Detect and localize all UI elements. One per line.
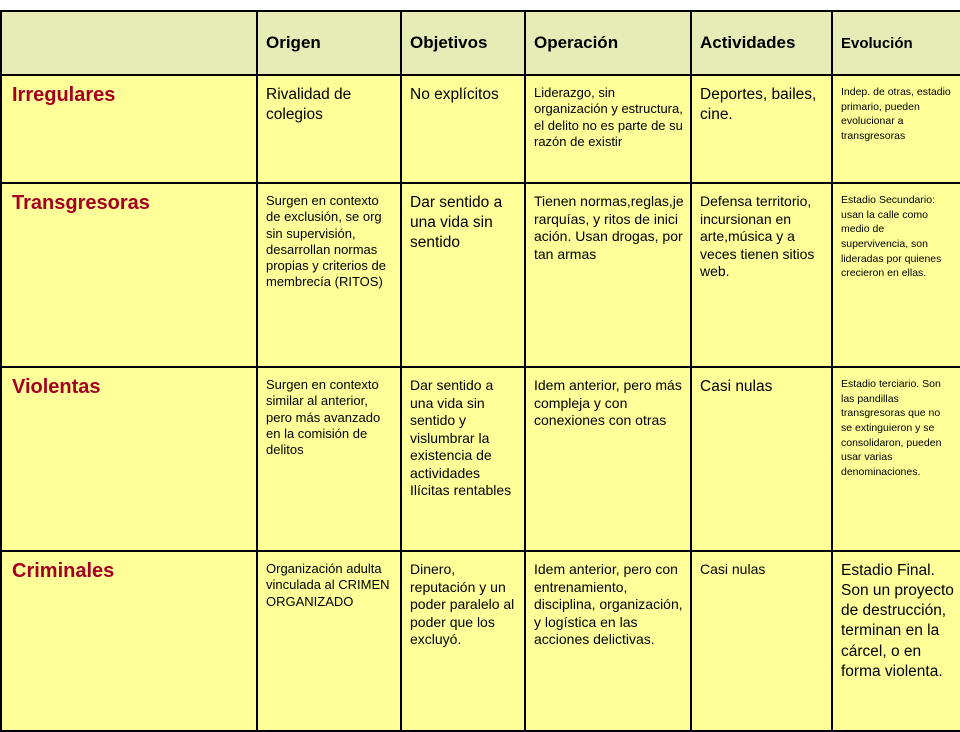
cell-origen: Organización adulta vinculada al CRIMEN ORGANIZADO: [257, 551, 401, 731]
cell-objetivos: Dar sentido a una vida sin sentido y vislumbrar la existencia de actividades Ilícitas rentables: [401, 367, 525, 551]
cell-operacion: Tienen normas,reglas,jerarquías, y ritos de iniciación. Usan drogas, portan armas: [525, 183, 691, 367]
cell-objetivos: Dar sentido a una vida sin sentido: [401, 183, 525, 367]
row-label: Criminales: [12, 560, 115, 582]
column-header-operacion: Operación: [525, 11, 691, 75]
row-header-cell: [1, 75, 257, 183]
column-header-evolucion: Evolución: [832, 11, 960, 75]
row-irregulares: [1, 75, 960, 183]
cell-evolucion: Estadio Secundario: usan la calle como medio de supervivencia, son lideradas por quienes crecieron en ellas.: [832, 183, 960, 367]
cell-actividades: Deportes, bailes, cine.: [691, 75, 832, 183]
row-label: Transgresoras: [12, 192, 150, 214]
column-header-actividades: Actividades: [691, 11, 832, 75]
cell-operacion: Idem anterior, pero más compleja y con conexiones con otras: [525, 367, 691, 551]
cell-operacion: Liderazgo, sin organización y estructura, el delito no es parte de su razón de existir: [525, 75, 691, 183]
cell-origen: Surgen en contexto similar al anterior, pero más avanzado en la comisión de delitos: [257, 367, 401, 551]
cell-origen: Rivalidad de colegios: [257, 75, 401, 183]
cell-operacion: Idem anterior, pero con entrenamiento, disciplina, organización, y logística en las acciones delictivas.: [525, 551, 691, 731]
cell-objetivos: No explícitos: [401, 75, 525, 183]
row-header-cell: [1, 367, 257, 551]
cell-evolucion: Estadio terciario. Son las pandillas transgresoras que no se extinguieron y se consolidaron, pueden usar varias denominaciones.: [832, 367, 960, 551]
row-header-cell: [1, 183, 257, 367]
cell-evolucion: Indep. de otras, estadio primario, pueden evolucionar a transgresoras: [832, 75, 960, 183]
row-label: Irregulares: [12, 84, 116, 106]
header-row: [1, 11, 960, 75]
cell-actividades: Casi nulas: [691, 551, 832, 731]
cell-actividades: Defensa territorio, incursionan en arte,música y a veces tienen sitios web.: [691, 183, 832, 367]
gang-typology-table: [0, 10, 960, 732]
row-header-cell: [1, 551, 257, 731]
row-violentas: [1, 367, 960, 551]
cell-actividades: Casi nulas: [691, 367, 832, 551]
column-header-objetivos: Objetivos: [401, 11, 525, 75]
cell-evolucion: Estadio Final. Son un proyecto de destrucción, terminan en la cárcel, o en forma violenta.: [832, 551, 960, 731]
cell-objetivos: Dinero, reputación y un poder paralelo al poder que los excluyó.: [401, 551, 525, 731]
corner-cell: [1, 11, 257, 75]
cell-origen: Surgen en contexto de exclusión, se org sin supervisión, desarrollan normas propias y criterios de membrecía (RITOS): [257, 183, 401, 367]
row-criminales: [1, 551, 960, 731]
row-label: Violentas: [12, 376, 101, 398]
column-header-origen: Origen: [257, 11, 401, 75]
row-transgresoras: [1, 183, 960, 367]
